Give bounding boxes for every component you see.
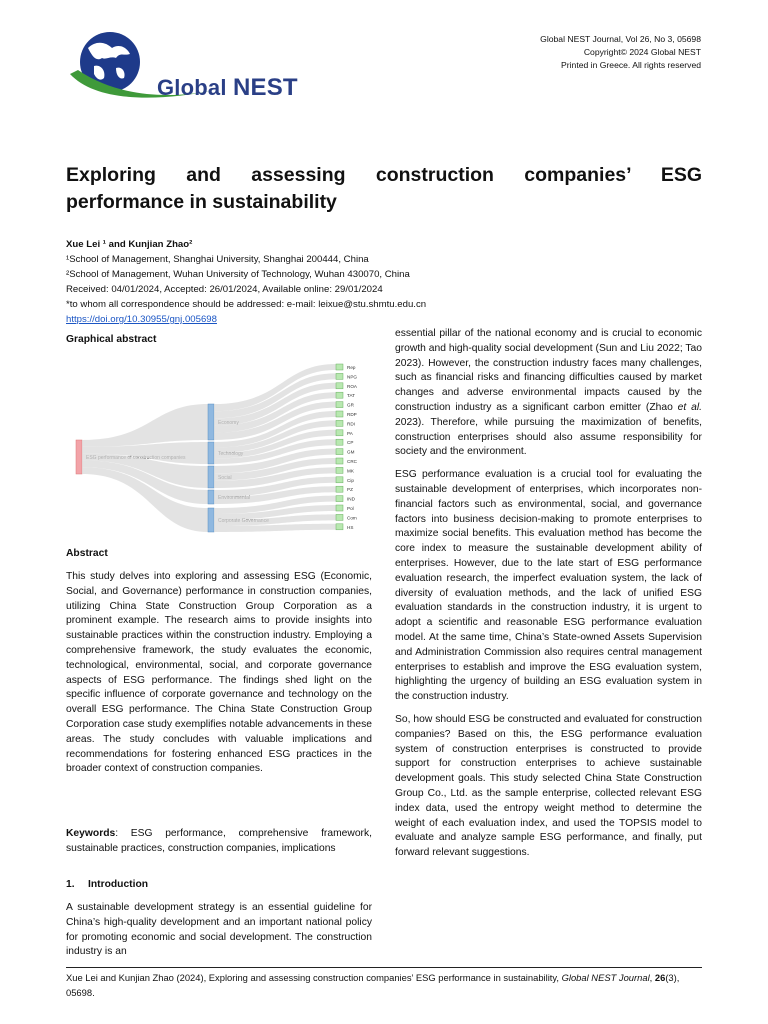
indicator-label: ROA <box>347 383 357 389</box>
indicator-node <box>336 373 343 379</box>
affiliation-2: ²School of Management, Wuhan University of Technology, Wuhan 430070, China <box>66 269 410 280</box>
indicator-node <box>336 364 343 370</box>
indicator-label: CP <box>347 440 354 446</box>
graphical-abstract-figure <box>72 360 372 540</box>
section-title: Introduction <box>88 879 149 890</box>
journal-citation-line: Global NEST Journal, Vol 26, No 3, 05698 <box>540 34 701 44</box>
footer-issue: (3), 05698. <box>66 972 680 998</box>
indicator-label: Com <box>347 515 357 521</box>
abstract-heading: Abstract <box>66 548 108 559</box>
logo-wordmark <box>157 74 298 102</box>
indicator-node <box>336 430 343 436</box>
indicator-node <box>336 449 343 455</box>
indicator-node <box>336 505 343 511</box>
keywords-label: Keywords <box>66 828 116 839</box>
title-line-2: performance in sustainability <box>66 191 337 213</box>
section-number: 1. <box>66 879 75 890</box>
indicator-node <box>336 496 343 502</box>
indicator-node <box>336 420 343 426</box>
logo-word-nest: NEST <box>232 74 298 101</box>
indicator-node <box>336 467 343 473</box>
flow-link <box>82 404 208 447</box>
footer-volume: 26 <box>654 972 666 983</box>
indicator-label: PZ <box>347 487 353 493</box>
indicator-label: RDP <box>347 412 357 417</box>
root-node <box>76 440 82 474</box>
affiliation-1: ¹School of Management, Shanghai University, Shanghai 200444, China <box>66 254 369 265</box>
authors: Xue Lei ¹ and Kunjian Zhao² <box>66 239 193 250</box>
dimension-node <box>208 442 214 464</box>
indicator-label: GM <box>347 449 355 455</box>
dimension-node <box>208 466 214 488</box>
indicator-node <box>336 458 343 464</box>
indicator-node <box>336 439 343 445</box>
introduction-heading <box>66 879 148 890</box>
indicator-node <box>336 402 343 408</box>
indicator-node <box>336 392 343 398</box>
correspondence: *to whom all correspondence should be addressed: e-mail: leixue@stu.shmtu.edu.cn <box>66 299 427 310</box>
title-line-1: Exploring and assessing construction companies’ ESG <box>66 164 702 186</box>
article-title <box>66 162 702 216</box>
indicator-label: MK <box>347 468 354 474</box>
graphical-abstract-heading: Graphical abstract <box>66 334 157 345</box>
footer-sep: , <box>649 972 655 983</box>
indicator-node <box>336 524 343 530</box>
dimension-node <box>208 490 214 504</box>
intro-paragraph-2: ESG performance evaluation is a crucial tool for evaluating the sustainable development of enterprises, which incorporates non-financial factors such as environmental, social, and governance factors into business decision-making to promote enterprises to maximize social benefits. This evaluation method has become the core index to measure the sustainable development ability of enterprises. However, due to the late start of ESG performance evaluation research, the imperfect evaluation system, the lack of diversity of evaluation methods, and the lack of unified ESG evaluation standards in the construction industry, it is urgent to adopt a scientific and reasonable ESG performance evaluation model. At the same time, China’s State-owned Assets Supervision and Administration Commission also requires central management enterprises to establish and improve the ESG evaluation system, highlighting the urgency of building an ESG evaluation system in the construction industry. <box>395 469 702 703</box>
introduction-left <box>66 901 372 968</box>
intro-paragraph-1-continued <box>395 327 702 460</box>
indicator-node <box>336 383 343 389</box>
footer-citation <box>66 970 702 1000</box>
indicator-node <box>336 514 343 520</box>
keywords-list: : ESG performance, comprehensive framework, sustainable practices, construction companies, implications <box>66 828 372 854</box>
indicator-label: Pol <box>347 506 354 511</box>
footer-citation-text: Xue Lei and Kunjian Zhao (2024), Exploring and assessing construction companies’ ESG performance in sustainability, <box>66 972 562 983</box>
intro-paragraph-3: So, how should ESG be constructed and evaluated for construction companies? Based on this, the ESG performance evaluation system of construction enterprises is constructed to provide support for construction enterprises to achieve sustainable development goals. This study selected China State Construction Group Co., Ltd. as the sample enterprise, collected relevant ESG index data, used the entropy weight method to determine the weight of each evaluation index, and used the TOPSIS model to evaluate and analyze sample ESG performance, and finally, put forward relevant suggestions. <box>395 713 702 859</box>
sankey-diagram <box>72 360 372 540</box>
indicator-node <box>336 477 343 483</box>
logo-word-global: Global <box>157 75 227 100</box>
abstract-text <box>66 570 372 785</box>
printed-line: Printed in Greece. All rights reserved <box>561 60 701 70</box>
article-meta <box>66 237 706 327</box>
intro-p1-part-b: 2023). Therefore, while pursuing the maximization of benefits, construction enterprises should also assume responsibility for society and the environment. <box>395 416 702 458</box>
indicator-label: NPG <box>347 374 357 380</box>
intro-p1-part-a: essential pillar of the national economy and is crucial to economic growth and high-quality social development (Sun and Liu 2022; Tao 2023). However, the construction industry faces many challenges, such as financial risks and financing difficulties caused by market changes and adverse environmental impacts caused by the construction industry as a significant carbon emitter (Zhao <box>395 328 702 413</box>
footer-journal: Global NEST Journal <box>561 972 650 983</box>
journal-info <box>540 33 701 72</box>
copyright-line: Copyright© 2024 Global NEST <box>583 47 701 57</box>
indicator-node <box>336 411 343 417</box>
indicator-label: TAT <box>347 393 355 399</box>
introduction-right <box>395 327 702 869</box>
article-dates: Received: 04/01/2024, Accepted: 26/01/2024, Available online: 29/01/2024 <box>66 284 383 295</box>
indicator-label: HS <box>347 524 354 530</box>
doi-link[interactable]: https://doi.org/10.30955/gnj.005698 <box>66 314 217 325</box>
footer-rule <box>66 967 702 968</box>
indicator-label: Cip <box>347 477 354 483</box>
indicator-label: IND <box>347 496 355 502</box>
abstract-paragraph: This study delves into exploring and assessing ESG (Economic, Social, and Governance) performance in construction companies, utilizing China State Construction Group Corporation as a prominent example. The research aims to provide insights into sustainable practices within the construction industry. Employing a comprehensive framework, the study evaluates the economic, technological, environmental, social, and corporate governance aspects of ESG performance. The findings shed light on the specific influence of corporate governance and technology on the overall ESG performance. The China State Construction Group Corporation case study exemplifies notable advancements in these areas. The study concludes with valuable implications and recommendations for fostering enhanced ESG practices in the broader context of construction companies. <box>66 571 372 775</box>
keywords <box>66 827 372 865</box>
intro-paragraph-1: A sustainable development strategy is an essential guideline for China’s high-quality development and an important national policy for promoting economic and social development. The construction industry is an <box>66 902 372 958</box>
indicator-node <box>336 486 343 492</box>
indicator-label: RDI <box>347 421 355 427</box>
indicator-label: GR <box>347 402 354 408</box>
indicator-label: PA <box>347 430 353 436</box>
dimension-node <box>208 404 214 440</box>
indicator-label: Rep <box>347 365 356 370</box>
dimension-node <box>208 508 214 532</box>
intro-p1-etal: et al. <box>677 401 702 413</box>
indicator-label: CRC <box>347 459 357 464</box>
